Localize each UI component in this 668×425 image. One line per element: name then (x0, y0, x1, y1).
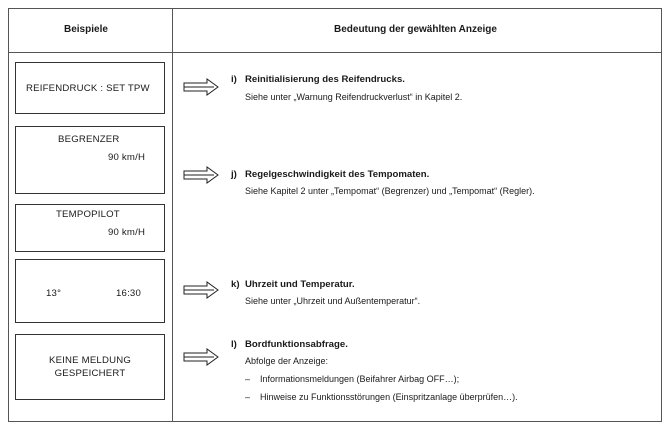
display-tempopilot-speed: 90 km/H (108, 227, 146, 238)
meaning-l-item-2: Hinweise zu Funktionsstörungen (Einspritzanlage überprüfen…). (260, 392, 518, 402)
display-reifendruck-text: REIFENDRUCK : SET TPW (26, 83, 150, 94)
display-tempopilot-title: TEMPOPILOT (56, 209, 120, 220)
double-outline-arrow-icon (183, 78, 220, 96)
meaning-k-text: Siehe unter „Uhrzeit und Außentemperatur“. (245, 296, 421, 306)
meaning-i-text: Siehe unter „Warnung Reifendruckverlust“ in Kapitel 2. (245, 92, 463, 102)
header-divider (8, 52, 662, 53)
display-keine-meldung (15, 334, 165, 400)
double-outline-arrow-icon (183, 281, 220, 299)
double-outline-arrow-icon (183, 166, 220, 184)
meaning-i-title: Reinitialisierung des Reifendrucks. (245, 74, 405, 85)
display-temperature: 13° (46, 288, 62, 299)
header-meaning: Bedeutung der gewählten Anzeige (334, 24, 497, 35)
meaning-l-bullet-2: – (245, 392, 251, 402)
display-keine-line2: GESPEICHERT (54, 368, 126, 379)
meaning-l-item-1: Informationsmeldungen (Beifahrer Airbag OFF…); (260, 374, 460, 384)
meaning-j-text: Siehe Kapitel 2 unter „Tempomat“ (Begrenzer) und „Tempomat“ (Regler). (245, 186, 535, 196)
meaning-k-marker: k) (231, 279, 240, 290)
meaning-j-title: Regelgeschwindigkeit des Tempomaten. (245, 169, 430, 180)
column-divider (172, 8, 173, 422)
meaning-l-bullet-1: – (245, 374, 251, 384)
display-clock-temp (15, 259, 165, 323)
meaning-l-title: Bordfunktionsabfrage. (245, 339, 348, 350)
meaning-l-text: Abfolge der Anzeige: (245, 356, 329, 366)
meaning-l-marker: l) (231, 339, 237, 350)
header-examples: Beispiele (64, 24, 108, 35)
display-keine-line1: KEINE MELDUNG (48, 355, 132, 366)
display-begrenzer (15, 126, 165, 194)
double-outline-arrow-icon (183, 348, 220, 366)
meaning-i-marker: i) (231, 74, 237, 85)
display-tempopilot (15, 204, 165, 252)
display-time: 16:30 (116, 288, 142, 299)
meaning-k-title: Uhrzeit und Temperatur. (245, 279, 355, 290)
display-begrenzer-speed: 90 km/H (108, 152, 146, 163)
display-reifendruck (15, 62, 165, 114)
display-begrenzer-title: BEGRENZER (58, 134, 120, 145)
meaning-j-marker: j) (231, 169, 237, 180)
